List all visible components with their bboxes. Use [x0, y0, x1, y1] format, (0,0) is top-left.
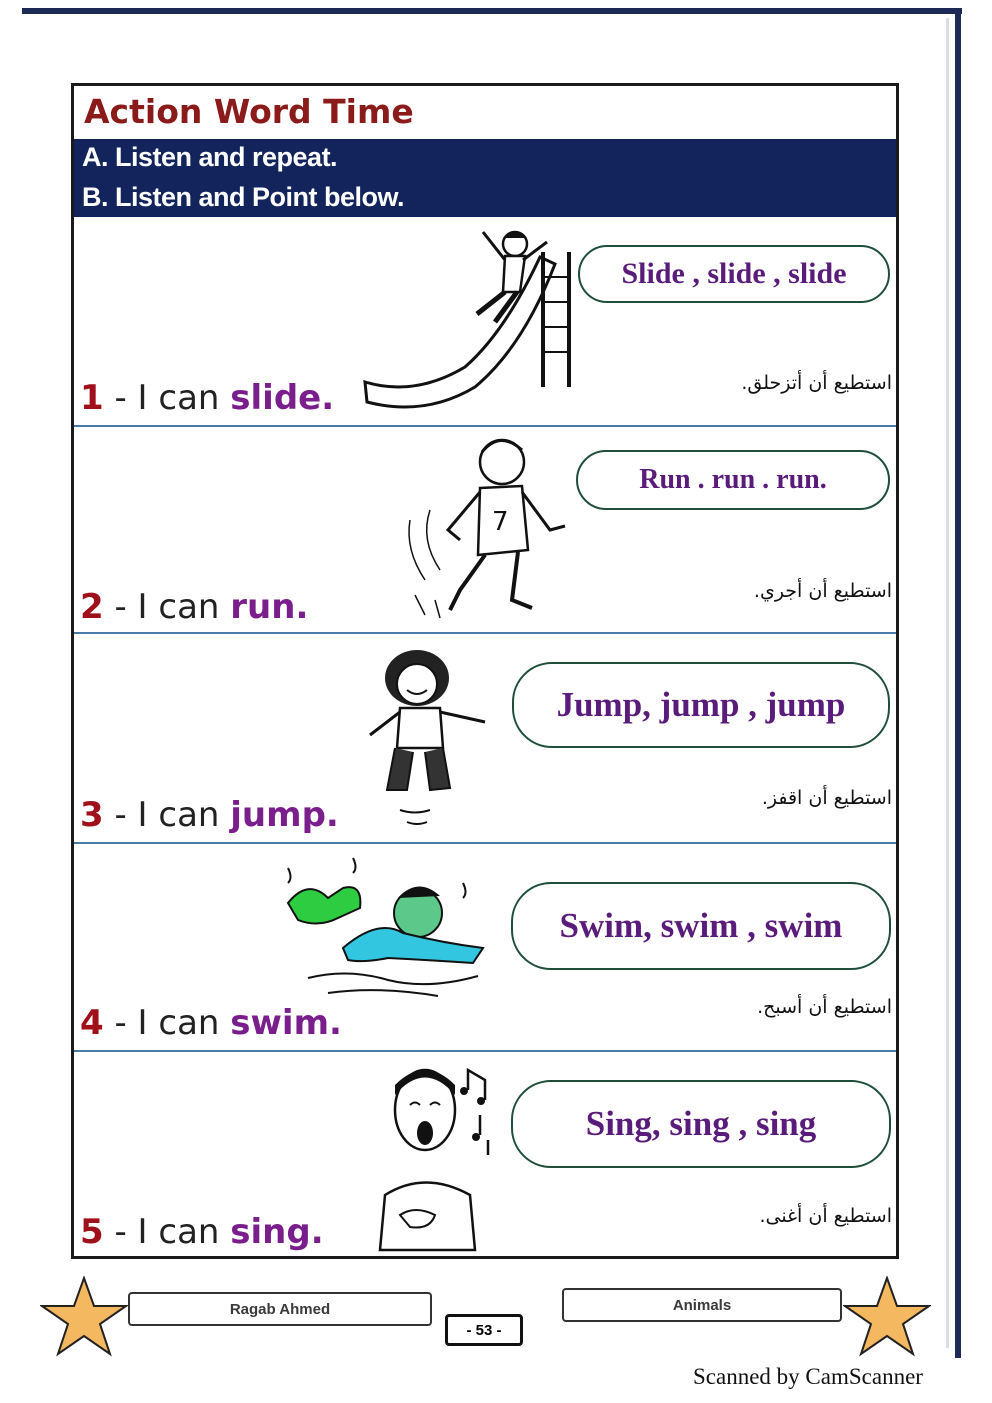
- arabic-translation-slide: استطيع أن أتزحلق.: [741, 372, 892, 394]
- instruction-b: B. Listen and Point below.: [82, 182, 405, 212]
- sentence-slide: [80, 378, 334, 418]
- item-number: 1: [80, 378, 104, 418]
- sentence-run: [80, 587, 308, 627]
- unit-label: Animals: [562, 1288, 842, 1322]
- chant-bubble-swim: Swim, swim , swim: [511, 882, 891, 970]
- swimming-boy-icon: [268, 848, 503, 1008]
- chant-bubble-run: Run . run . run.: [576, 450, 890, 510]
- action-verb: run.: [230, 587, 309, 627]
- chant-bubble-sing: Sing, sing , sing: [511, 1080, 891, 1168]
- item-number: 4: [80, 1003, 104, 1043]
- singing-man-icon: [360, 1055, 510, 1255]
- chant-bubble-jump: Jump, jump , jump: [512, 662, 890, 748]
- star-icon: [843, 1276, 931, 1358]
- camscanner-watermark: Scanned by CamScanner: [693, 1364, 923, 1389]
- star-icon: [40, 1276, 128, 1358]
- sentence-text: - I can: [114, 1212, 231, 1252]
- top-border: [22, 8, 962, 14]
- instruction-a: A. Listen and repeat.: [82, 142, 338, 172]
- sentence-swim: [80, 1003, 342, 1043]
- chant-bubble-slide: Slide , slide , slide: [578, 245, 890, 303]
- row-divider: [74, 1050, 896, 1052]
- arabic-translation-swim: استطيع أن أسبح.: [757, 996, 892, 1018]
- sentence-jump: [80, 795, 339, 835]
- worksheet-title: Action Word Time: [84, 92, 414, 131]
- svg-text:7: 7: [492, 507, 509, 537]
- action-verb: sing.: [230, 1212, 324, 1252]
- item-number: 5: [80, 1212, 104, 1252]
- page-number: - 53 -: [445, 1314, 523, 1346]
- author-label: Ragab Ahmed: [128, 1292, 432, 1326]
- sentence-text: - I can: [114, 587, 231, 627]
- action-verb: slide.: [230, 378, 335, 418]
- action-verb: swim.: [230, 1003, 342, 1043]
- running-boy-icon: [400, 430, 570, 625]
- arabic-translation-run: استطيع أن أجري.: [753, 580, 892, 602]
- sentence-text: - I can: [114, 1003, 231, 1043]
- row-divider: [74, 425, 896, 427]
- sentence-sing: [80, 1212, 324, 1252]
- row-divider: [74, 632, 896, 634]
- item-number: 2: [80, 587, 104, 627]
- action-verb: jump.: [230, 795, 339, 835]
- sentence-text: - I can: [114, 795, 231, 835]
- right-border: [955, 8, 961, 1358]
- arabic-translation-jump: استطيع أن اقفز.: [761, 787, 892, 809]
- item-number: 3: [80, 795, 104, 835]
- sentence-text: - I can: [114, 378, 231, 418]
- slide-illustration-icon: [355, 222, 580, 417]
- jumping-girl-icon: [355, 640, 515, 835]
- arabic-translation-sing: استطيع أن أغنى.: [759, 1205, 892, 1227]
- right-border-shadow: [946, 18, 949, 1348]
- row-divider: [74, 842, 896, 844]
